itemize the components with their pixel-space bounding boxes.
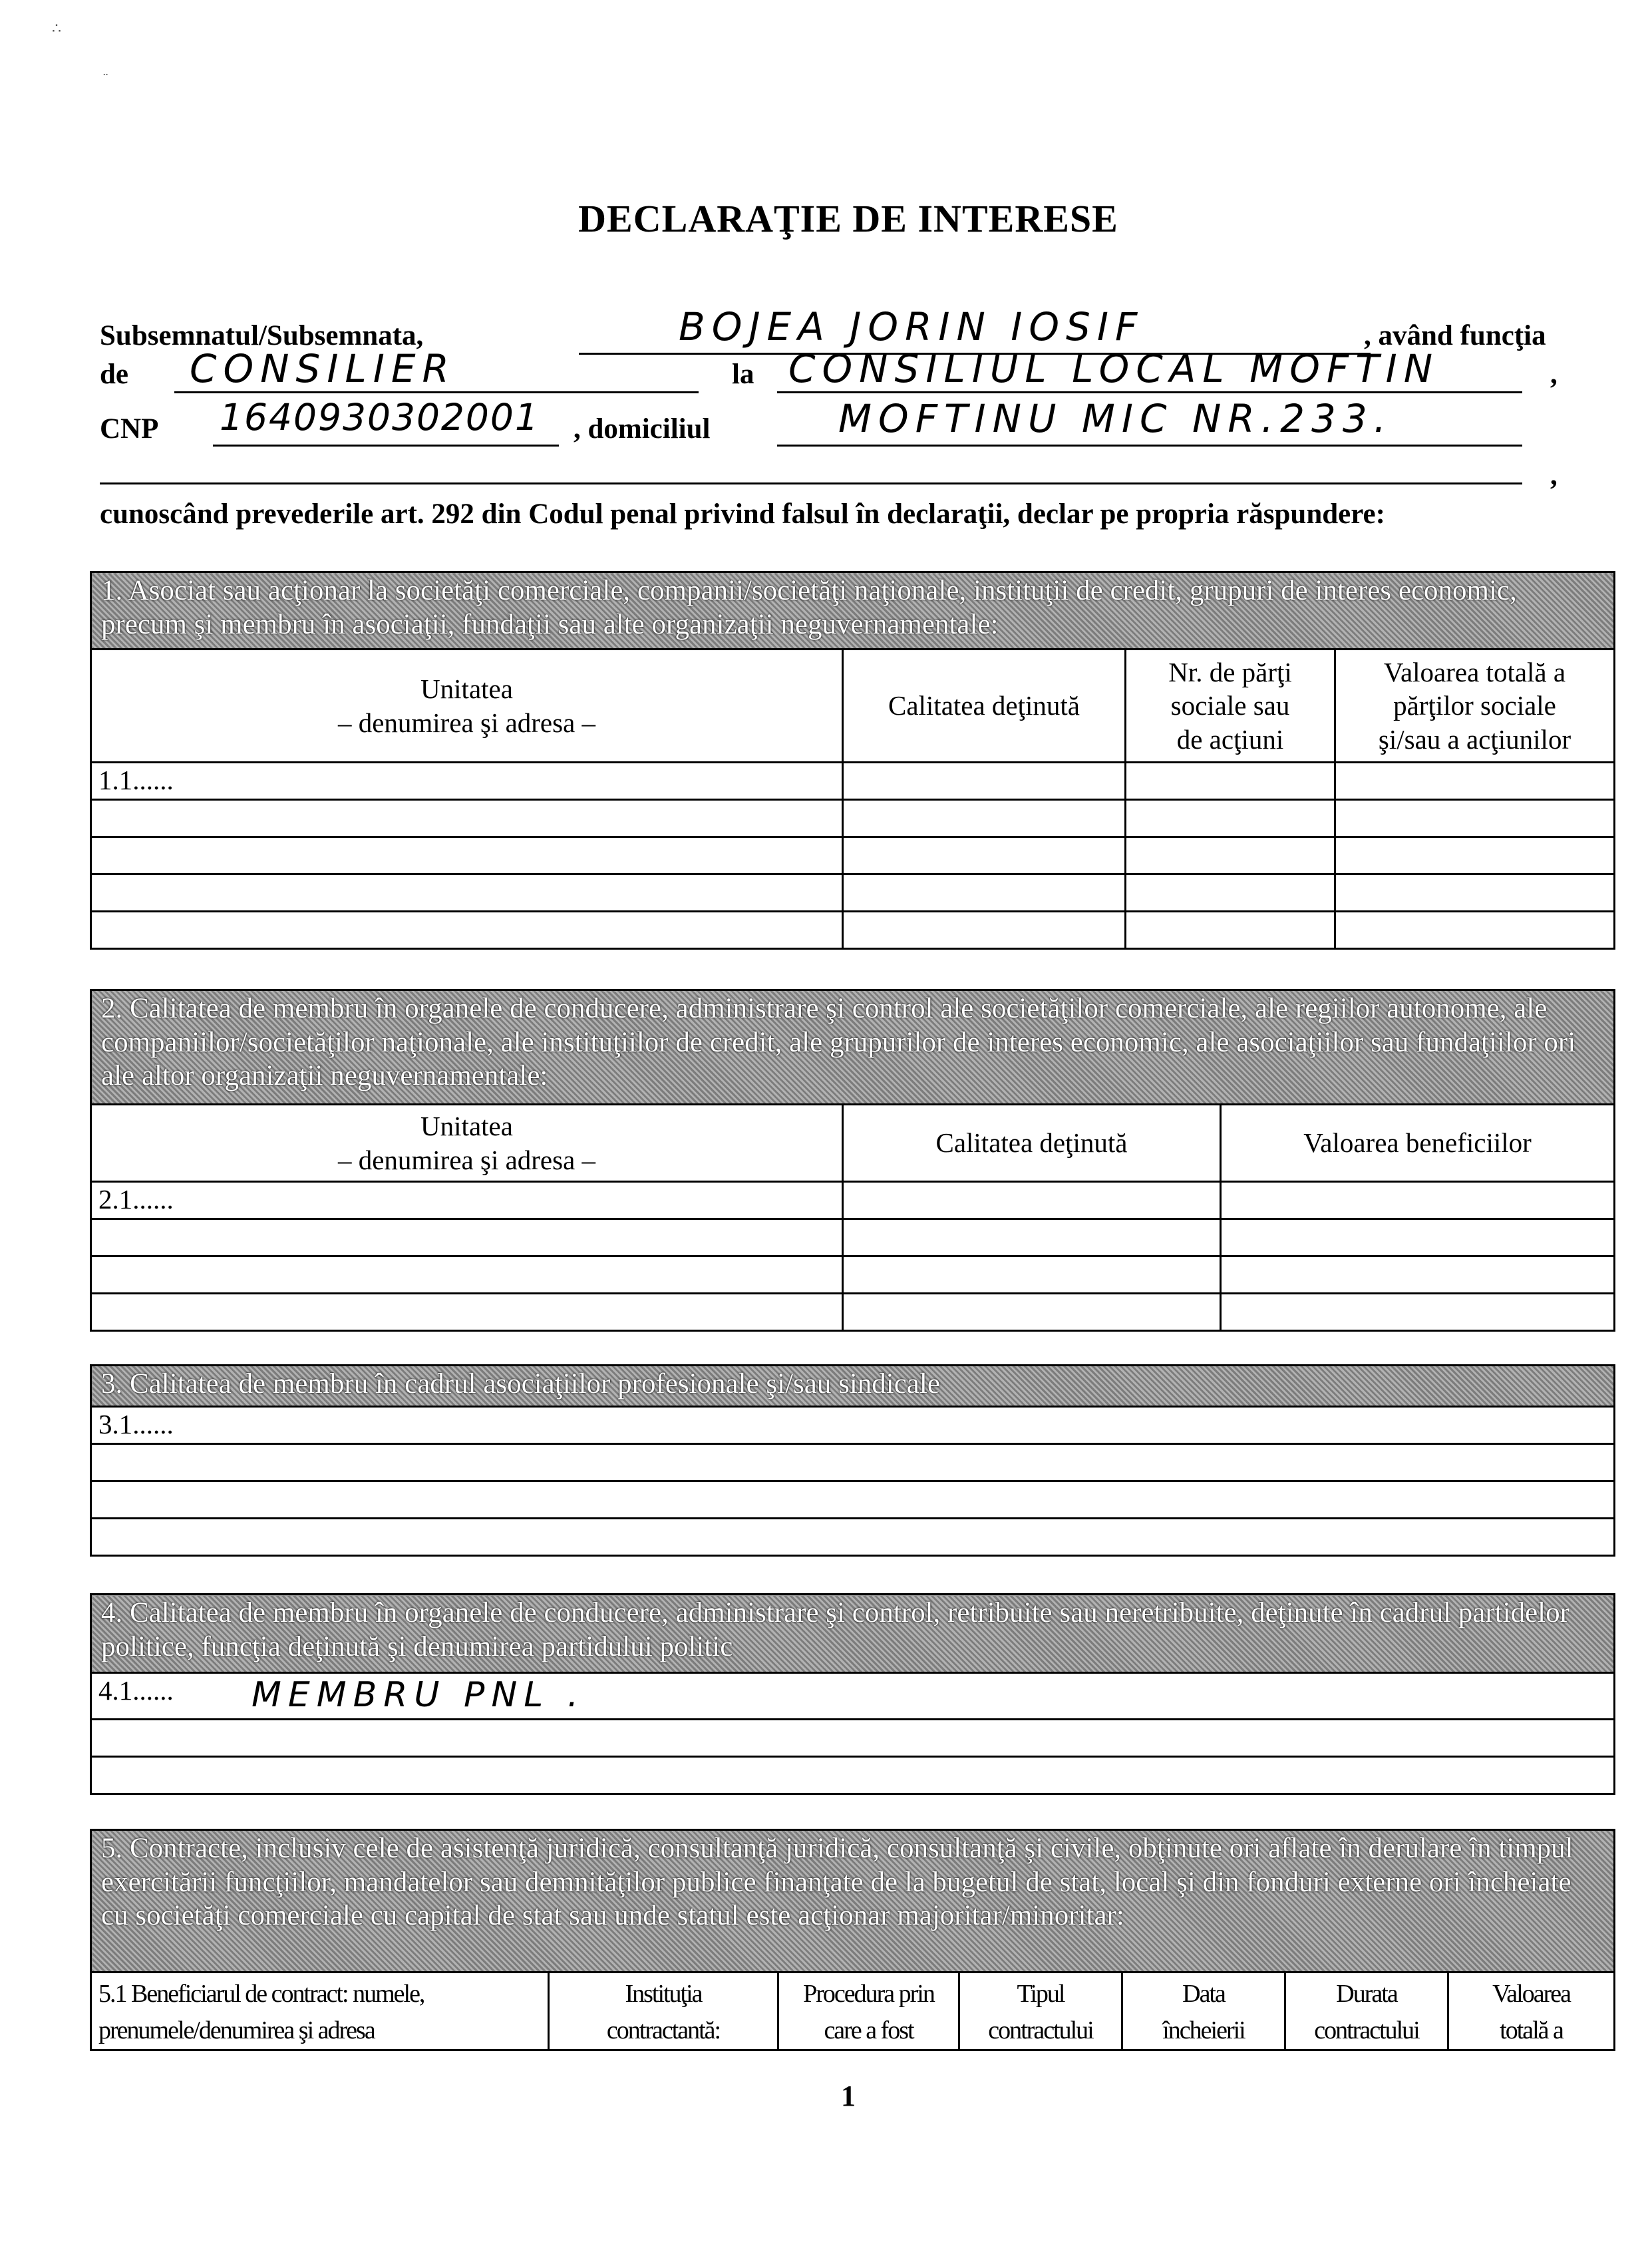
table-row xyxy=(91,1182,1615,1219)
section1-header-valoare: Valoarea totală a părţilor sociale şi/sau a acţiunilor xyxy=(1335,650,1615,763)
section3-title: 3. Calitatea de membru în cadrul asociaţiilor profesionale şi/sau sindicale xyxy=(91,1366,1615,1407)
domiciliul-label: , domiciliul xyxy=(574,413,711,445)
domiciliul-line-2 xyxy=(100,482,1522,484)
section2-table xyxy=(90,989,1615,1332)
table-row xyxy=(91,1720,1615,1757)
table-row xyxy=(91,1407,1615,1444)
table-row xyxy=(91,1444,1615,1481)
scan-speck: ∴ xyxy=(52,20,61,37)
table-row xyxy=(91,763,1615,800)
section5-header-data: Data încheierii xyxy=(1122,1973,1285,2050)
comma: , xyxy=(1550,460,1558,491)
section2-row-label: 2.1...... xyxy=(91,1182,843,1219)
cnp-value: 1640930302001 xyxy=(220,396,540,439)
section1-header-nr: Nr. de părţi sociale sau de acţiuni xyxy=(1126,650,1335,763)
section4-row-label: 4.1...... xyxy=(98,1675,174,1706)
table-row xyxy=(91,1294,1615,1331)
section5-header-institutia: Instituţia contractantă: xyxy=(549,1973,778,2050)
table-row xyxy=(91,1256,1615,1294)
scan-speck: ¨ xyxy=(103,70,108,87)
functia-line xyxy=(174,391,699,393)
section3-table xyxy=(90,1364,1615,1557)
section2-title: 2. Calitatea de membru în organele de conducere, administrare şi control ale societăţilor comerciale, ale regiilor autonome, ale companiilor/societăţilor naţionale, ale instituţiilor de credit, ale grupurilor de interes economic, ale asociaţiilor sau fundaţiilor ori ale altor organizaţii neguvernamentale: xyxy=(91,990,1615,1105)
table-row xyxy=(91,1673,1615,1720)
table-row xyxy=(91,1757,1615,1794)
domiciliul-value: MOFTINU MIC NR.233. xyxy=(838,396,1393,441)
domiciliul-line xyxy=(777,445,1522,447)
section1-table xyxy=(90,571,1615,950)
functia-value: CONSILIER xyxy=(190,346,456,391)
section5-header-valoarea: Valoarea totală a xyxy=(1448,1973,1615,2050)
table-row xyxy=(91,1481,1615,1519)
section1-row-label: 1.1...... xyxy=(91,763,843,800)
section4-row-value: MEMBRU PNL . xyxy=(251,1675,585,1715)
section5-table xyxy=(90,1829,1615,2051)
section3-row-label: 3.1...... xyxy=(91,1407,1615,1444)
section5-header-durata: Durata contractului xyxy=(1285,1973,1448,2050)
institutia-line xyxy=(777,391,1522,393)
avand-functia-label: , având funcţia xyxy=(1364,320,1546,351)
table-row xyxy=(91,837,1615,874)
section4-row xyxy=(91,1673,1615,1720)
section4-table xyxy=(90,1593,1615,1795)
section1-header-unitatea: Unitatea – denumirea şi adresa – xyxy=(91,650,843,763)
name-value: BOJEA JORIN IOSIF xyxy=(679,304,1144,349)
table-row xyxy=(91,874,1615,912)
table-row xyxy=(91,800,1615,837)
cnp-line xyxy=(213,445,559,447)
table-row xyxy=(91,1219,1615,1256)
section2-header-unitatea: Unitatea – denumirea şi adresa – xyxy=(91,1105,843,1182)
table-row xyxy=(91,1519,1615,1556)
section1-header-calitatea: Calitatea deţinută xyxy=(843,650,1126,763)
section2-header-valoare: Valoarea beneficiilor xyxy=(1221,1105,1615,1182)
section5-header-tipul: Tipul contractului xyxy=(959,1973,1122,2050)
cnp-label: CNP xyxy=(100,413,159,445)
comma: , xyxy=(1550,359,1558,390)
section4-title: 4. Calitatea de membru în organele de conducere, administrare şi control, retribuite sau neretribuite, deţinute în cadrul partidelor politice, funcţia deţinută şi denumirea partidului politic xyxy=(91,1595,1615,1673)
section5-title: 5. Contracte, inclusiv cele de asistenţă juridică, consultanţă juridică, consultanţă şi civile, obţinute ori aflate în derulare în timpul exercitării funcţiilor, mandatelor sau demnităţilor publice finanţate de la bugetul de stat, local şi din fonduri externe ori încheiate cu societăţi comerciale cu capital de stat sau unde statul este acţionar majoritar/minoritar: xyxy=(91,1830,1615,1973)
section5-header-procedura: Procedura prin care a fost xyxy=(778,1973,959,2050)
de-label: de xyxy=(100,359,128,390)
section5-header-beneficiar: 5.1 Beneficiarul de contract: numele, prenumele/denumirea şi adresa xyxy=(91,1973,549,2050)
section2-header-calitatea: Calitatea deţinută xyxy=(843,1105,1221,1182)
institutia-value: CONSILIUL LOCAL MOFTIN xyxy=(788,346,1440,391)
section1-title: 1. Asociat sau acţionar la societăţi comerciale, companii/societăţi naţionale, instituţii de credit, grupuri de interes economic, precum şi membru în asociaţii, fundaţii sau alte organizaţii neguvernamentale: xyxy=(91,572,1615,650)
document-title: DECLARAŢIE DE INTERESE xyxy=(578,197,1118,240)
table-row xyxy=(91,912,1615,949)
declaration-text: cunoscând prevederile art. 292 din Codul penal privind falsul în declaraţii, declar pe propria răspundere: xyxy=(100,498,1385,530)
page-number: 1 xyxy=(841,2080,856,2112)
la-label: la xyxy=(732,359,754,390)
subsemnatul-label: Subsemnatul/Subsemnata, xyxy=(100,320,424,351)
